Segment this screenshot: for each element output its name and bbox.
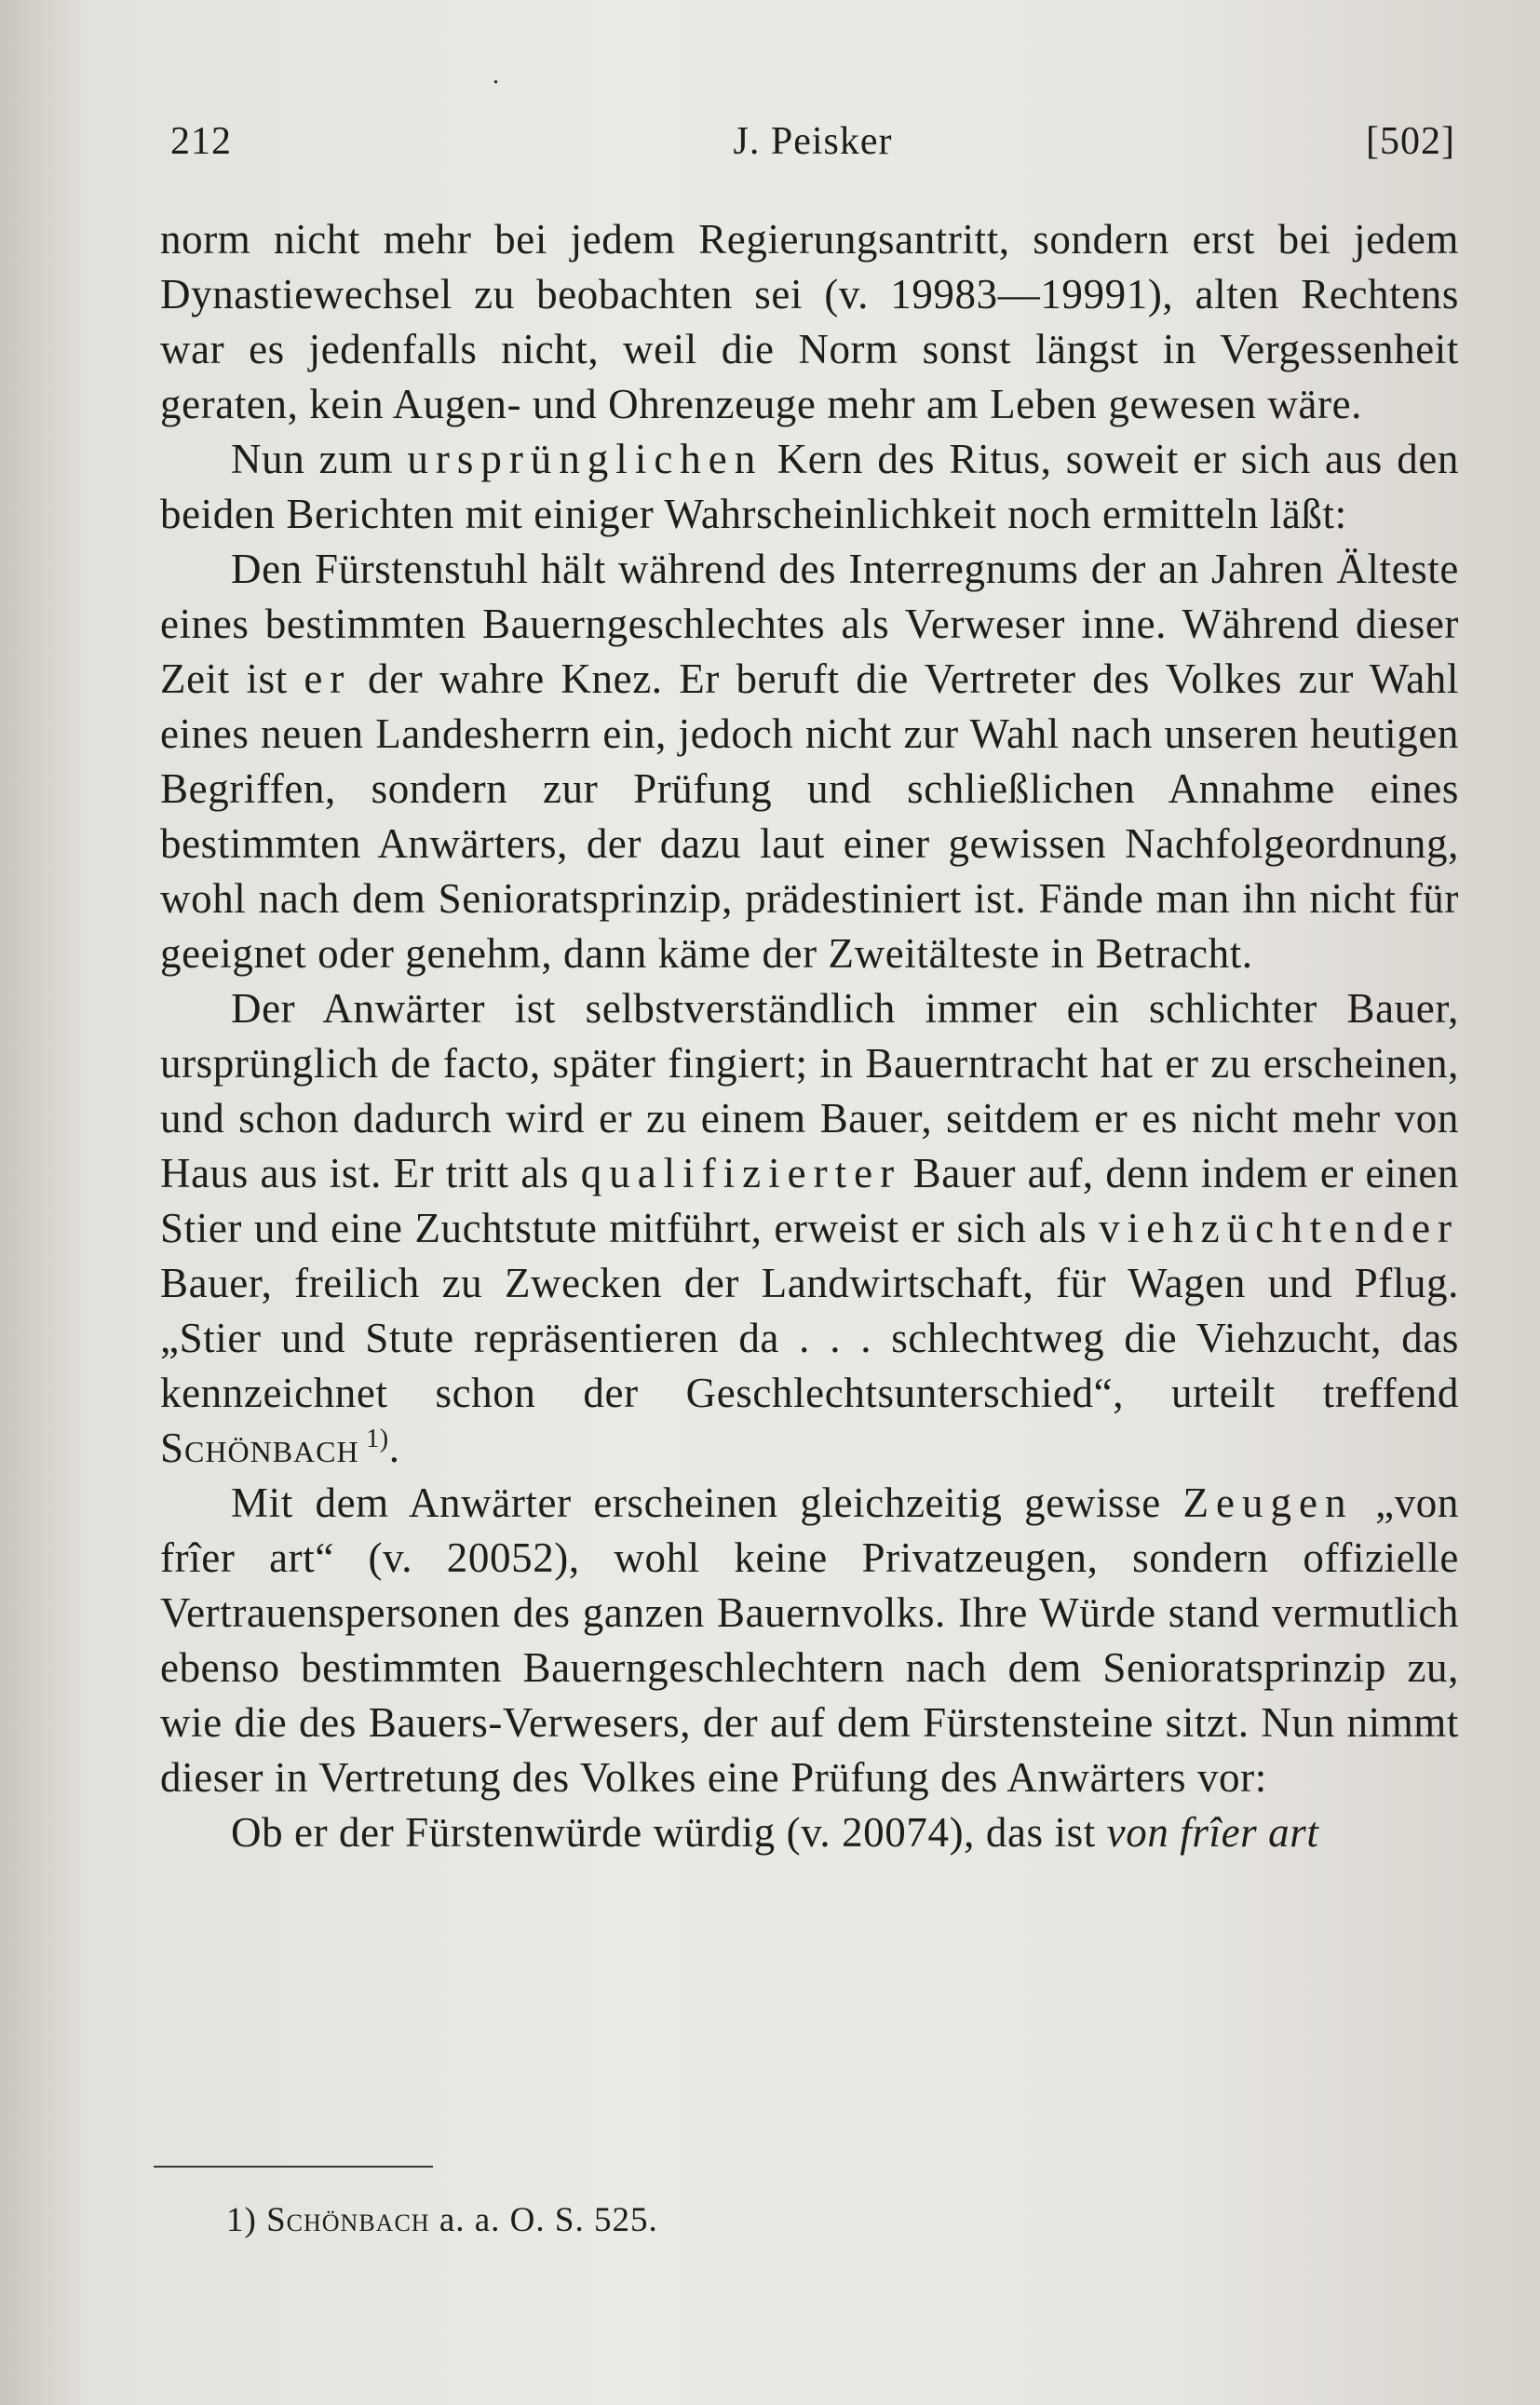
text-italic: von frîer art bbox=[1106, 1809, 1319, 1856]
text-run: Nun zum bbox=[231, 436, 408, 482]
text-spaced: viehzüchtender bbox=[1099, 1205, 1459, 1251]
running-head bbox=[170, 119, 1455, 175]
paragraph bbox=[160, 1476, 1459, 1805]
text-spaced: ursprünglichen bbox=[407, 436, 763, 482]
text-sup: 1) bbox=[358, 1425, 389, 1453]
text-run: Ob er der Fürstenwürde würdig (v. 20074), das ist bbox=[231, 1809, 1107, 1856]
paragraph bbox=[160, 981, 1459, 1476]
text-run: Bauer, freilich zu Zwecken der Landwirtschaft, für Wagen und Pflug. „Stier und Stute repräsentieren da . . . schlechtweg die Viehzucht, das kennzeichnet schon der Geschlechtsunterschied“, urteilt treffend bbox=[160, 1260, 1459, 1416]
footnote-marker: 1) bbox=[226, 2201, 257, 2239]
footnote-author: Schönbach bbox=[266, 2201, 430, 2239]
text-spaced: Zeugen bbox=[1182, 1479, 1354, 1526]
footnote-rule bbox=[154, 2166, 433, 2168]
text-spaced: er bbox=[304, 655, 352, 702]
footnote-text: a. a. O. S. 525. bbox=[429, 2201, 658, 2239]
text-run: Bauer auf, denn indem er einen Stier und eine Zuchtstute mitführt, erweist er sich als bbox=[160, 1150, 1459, 1251]
text-run: „von frîer art“ (v. 20052), wohl keine Privatzeugen, sondern offizielle Vertrauenspersonen des ganzen Bauernvolks. Ihre Würde stand vermutlich ebenso bestimmten Bauerngeschlechtern nach dem Senioratsprinzip zu, wie die des Bauers-Verwesers, der auf dem Fürstensteine sitzt. Nun nimmt dieser in Vertretung des Volkes eine Prüfung des Anwärters vor: bbox=[160, 1479, 1459, 1801]
text-run: norm nicht mehr bei jedem Regierungsantritt, sondern erst bei jedem Dynastiewechsel zu beobachten sei (v. 19983—19991), alten Rechtens war es jedenfalls nicht, weil die Norm sonst längst in Vergessenheit geraten, kein Augen- und Ohrenzeuge mehr am Leben gewesen wäre. bbox=[160, 216, 1459, 427]
text-run: Mit dem Anwärter erscheinen gleichzeitig gewisse bbox=[231, 1479, 1183, 1526]
footnote bbox=[226, 2200, 658, 2240]
page-number: 212 bbox=[170, 120, 232, 163]
paragraph bbox=[160, 542, 1459, 981]
running-head-author: J. Peisker bbox=[733, 120, 893, 163]
text-spaced: qualifizierter bbox=[580, 1150, 902, 1196]
text-run: der wahre Knez. Er beruft die Vertreter des Volkes zur Wahl eines neuen Landesherrn ein, jedoch nicht zur Wahl nach unseren heutigen Begriffen, sondern zur Prüfung und schließlichen Annahme eines bestimmten Anwärters, der dazu laut einer gewissen Nachfolgeordnung, wohl nach dem Senioratsprinzip, prädestiniert ist. Fände man ihn nicht für geeignet oder genehm, dann käme der Zweitälteste in Betracht. bbox=[160, 655, 1459, 977]
text-run: Den Fürstenstuhl hält während des Interregnums der an Jahren Älteste eines bestimmten Bauerngeschlechtes als Verweser inne. Während dieser Zeit ist bbox=[160, 546, 1459, 702]
text-smallcaps: Schönbach bbox=[160, 1425, 359, 1471]
paragraph bbox=[160, 432, 1459, 542]
text-run: Kern des Ritus, soweit er sich aus den beiden Berichten mit einiger Wahrscheinlichkeit noch ermitteln läßt: bbox=[160, 436, 1459, 537]
body-text bbox=[160, 212, 1459, 1860]
text-run: . bbox=[388, 1425, 400, 1471]
paragraph bbox=[160, 1805, 1459, 1860]
paragraph bbox=[160, 212, 1459, 432]
original-page-number: [502] bbox=[1366, 120, 1455, 163]
text-run: Der Anwärter ist selbstverständlich immer ein schlichter Bauer, ursprünglich de facto, später fingiert; in Bauerntracht hat er zu erscheinen, und schon dadurch wird er zu einem Bauer, seitdem er es nicht mehr von Haus aus ist. Er tritt als bbox=[160, 985, 1459, 1196]
page-speck: ˙ bbox=[489, 76, 503, 109]
